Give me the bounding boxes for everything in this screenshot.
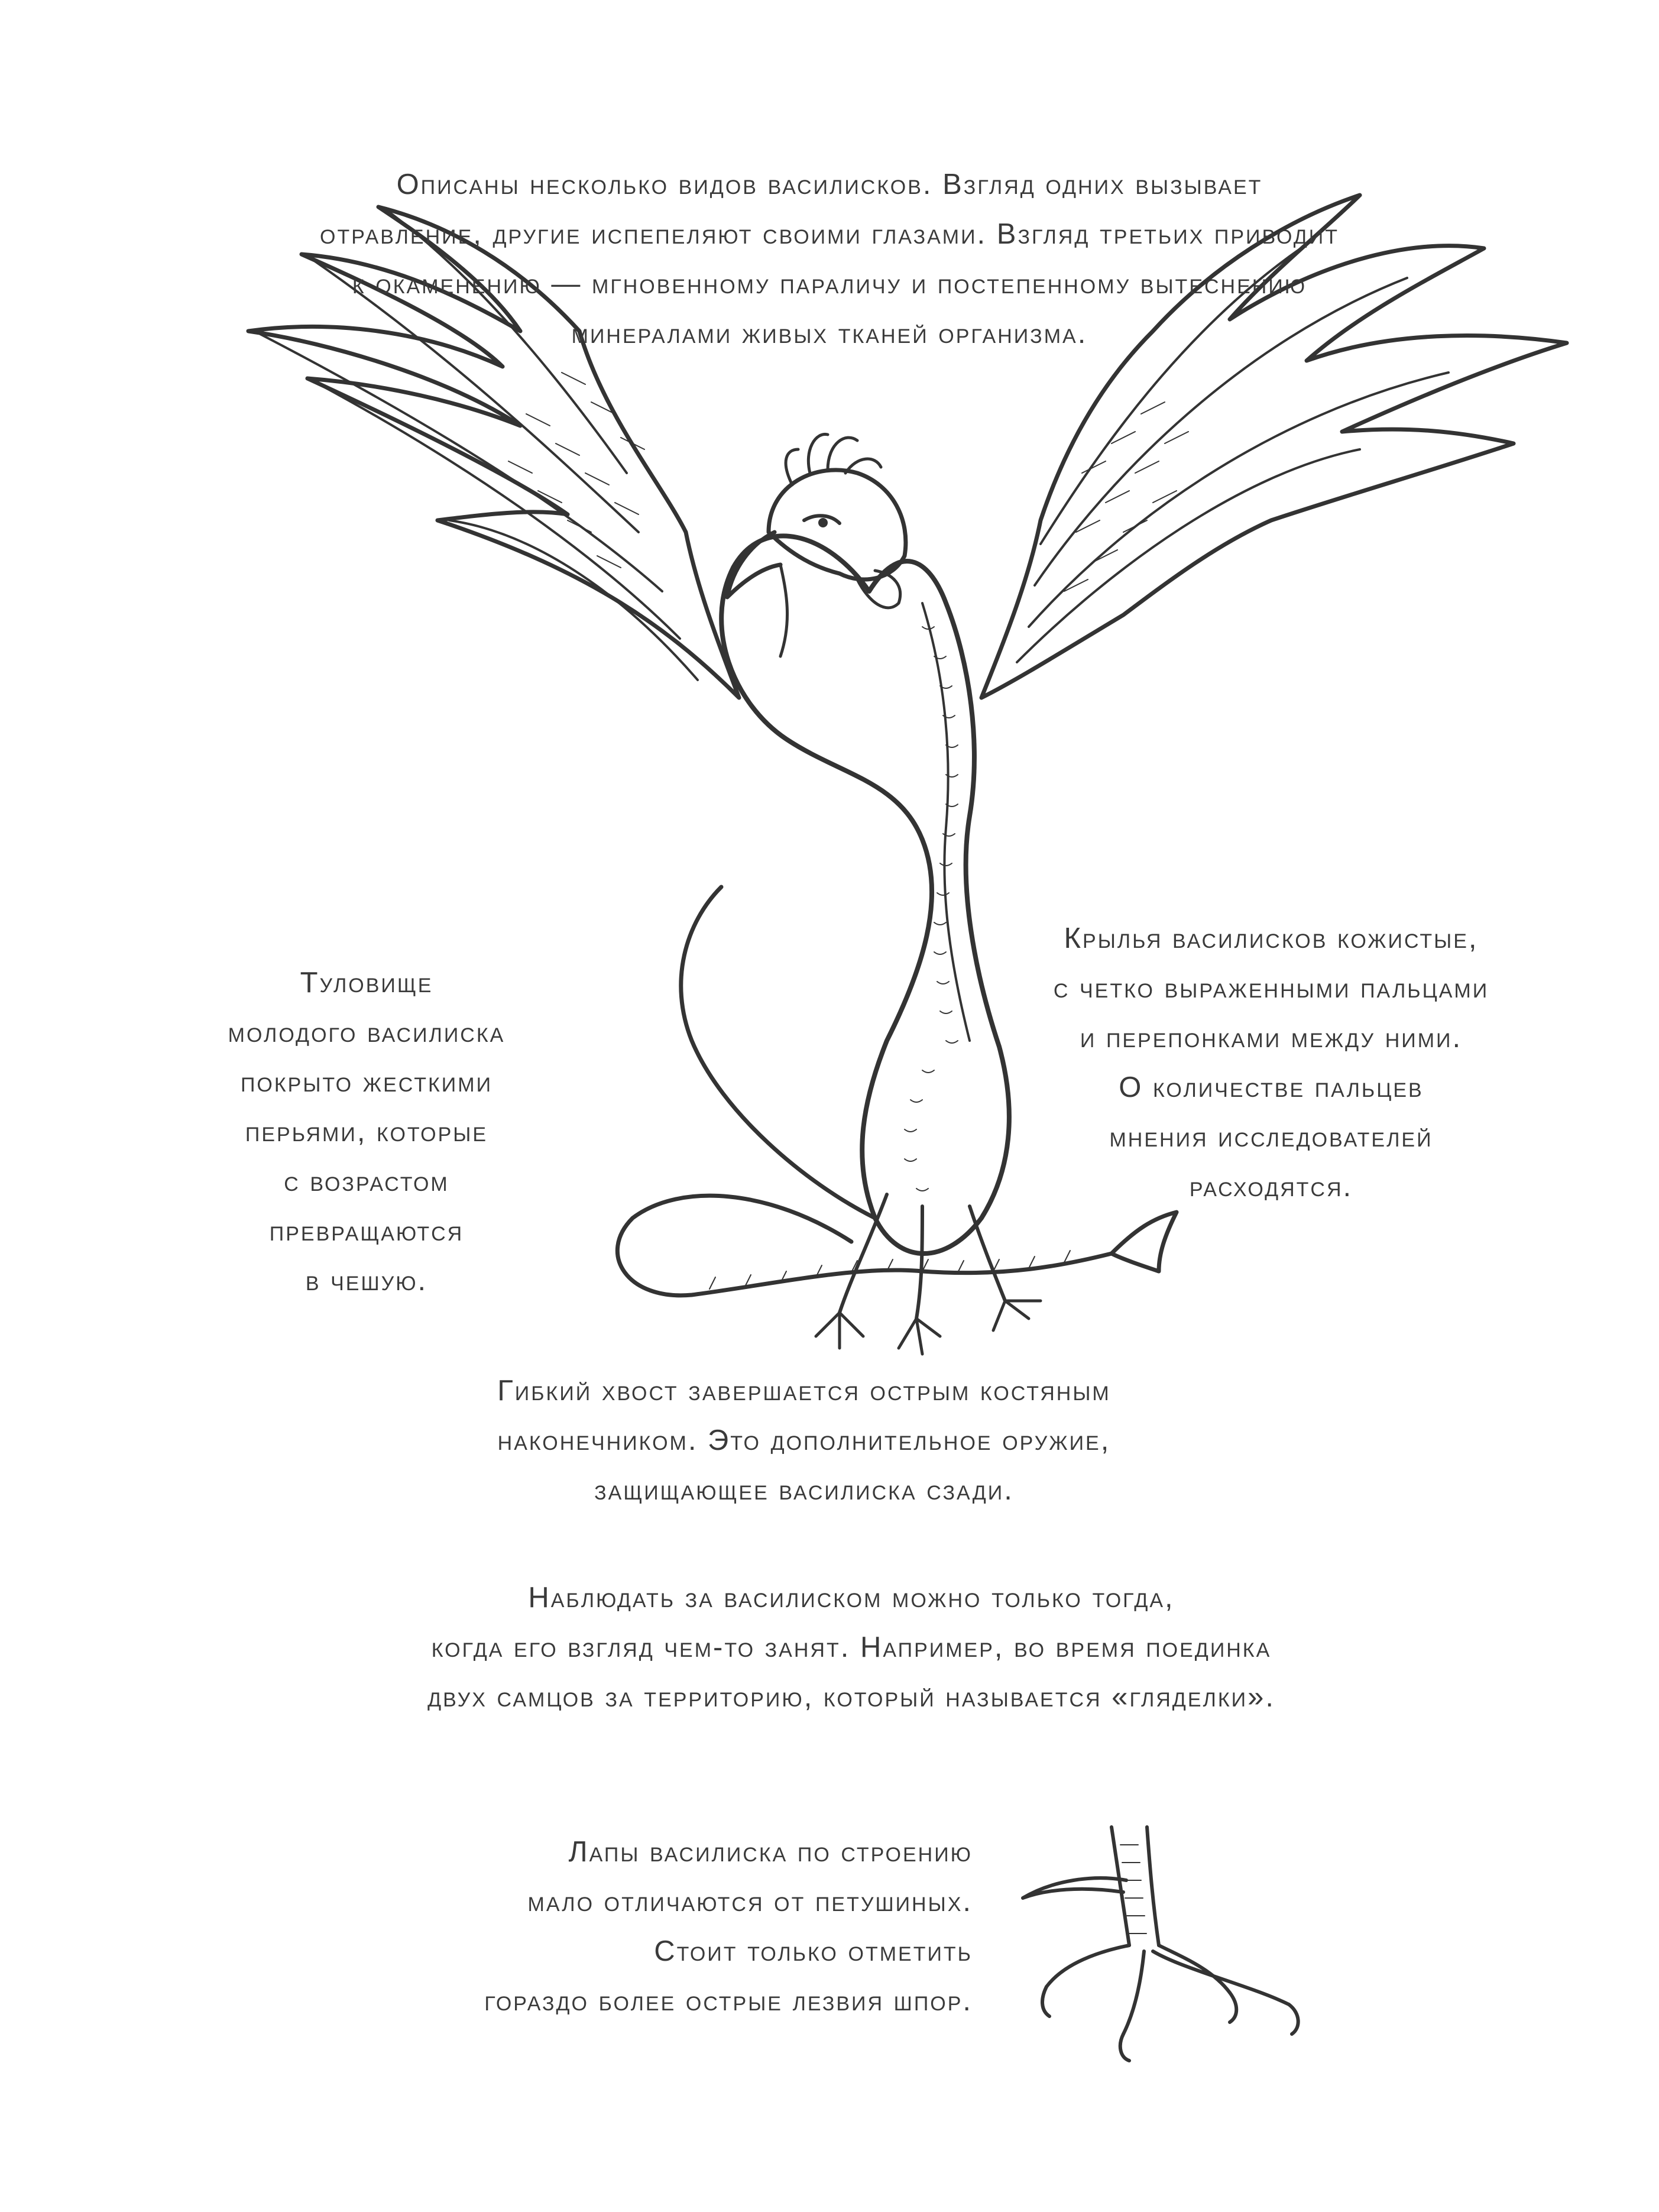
body-note-line: с возрастом bbox=[284, 1165, 449, 1197]
wings-note-line: расходятся. bbox=[1189, 1171, 1353, 1203]
body-note-line: Туловище bbox=[300, 967, 433, 999]
rooster-foot-illustration bbox=[1023, 1827, 1298, 2061]
intro-paragraph bbox=[195, 160, 1464, 358]
legs-note-line: Стоит только отметить bbox=[654, 1935, 973, 1967]
tail-note-line: наконечником. Это дополнительное оружие, bbox=[497, 1424, 1111, 1456]
legs-note-line: гораздо более острые лезвия шпор. bbox=[484, 1985, 973, 2017]
wings-note-line: с четко выраженными пальцами bbox=[1053, 972, 1489, 1004]
tail-note-line: защищающее василиска сзади. bbox=[594, 1474, 1014, 1506]
observe-note bbox=[296, 1573, 1407, 1722]
basilisk-body bbox=[721, 434, 1041, 1354]
tail-note-line: Гибкий хвост завершается острым костяным bbox=[497, 1375, 1111, 1407]
body-note-line: превращаются bbox=[269, 1215, 464, 1247]
legs-note-line: Лапы василиска по строению bbox=[568, 1836, 973, 1868]
body-note-line: в чешую. bbox=[305, 1265, 428, 1297]
body-note-line: покрыто жесткими bbox=[240, 1066, 493, 1098]
wings-note-line: Крылья василисков кожистые, bbox=[1064, 922, 1479, 954]
body-note-line: молодого василиска bbox=[228, 1016, 506, 1048]
intro-line: к окаменению — мгновенному параличу и постепенному вытеснению bbox=[352, 268, 1307, 300]
tail-note bbox=[367, 1366, 1242, 1515]
wings-note-line: мнения исследователей bbox=[1109, 1121, 1433, 1153]
legs-note-line: мало отличаются от петушиных. bbox=[527, 1886, 973, 1918]
observe-note-line: когда его взгляд чем-то занят. Например, во время поединка bbox=[431, 1631, 1272, 1663]
intro-line: Описаны несколько видов василисков. Взгляд одних вызывает bbox=[396, 169, 1263, 200]
body-note-line: перьями, которые bbox=[245, 1116, 488, 1148]
observe-note-line: Наблюдать за василиском можно только тогда, bbox=[528, 1582, 1175, 1614]
legs-note bbox=[331, 1827, 973, 2026]
body-note bbox=[171, 958, 562, 1306]
intro-line: отравление, другие испепеляют своими глазами. Взгляд третьих приводит bbox=[320, 218, 1339, 250]
intro-line: минералами живых тканей организма. bbox=[571, 318, 1088, 349]
wings-note-line: и перепонками между ними. bbox=[1080, 1022, 1463, 1054]
wings-note bbox=[987, 914, 1555, 1212]
observe-note-line: двух самцов за территорию, который называется «гляделки». bbox=[427, 1681, 1275, 1713]
wings-note-line: О количестве пальцев bbox=[1119, 1071, 1424, 1103]
